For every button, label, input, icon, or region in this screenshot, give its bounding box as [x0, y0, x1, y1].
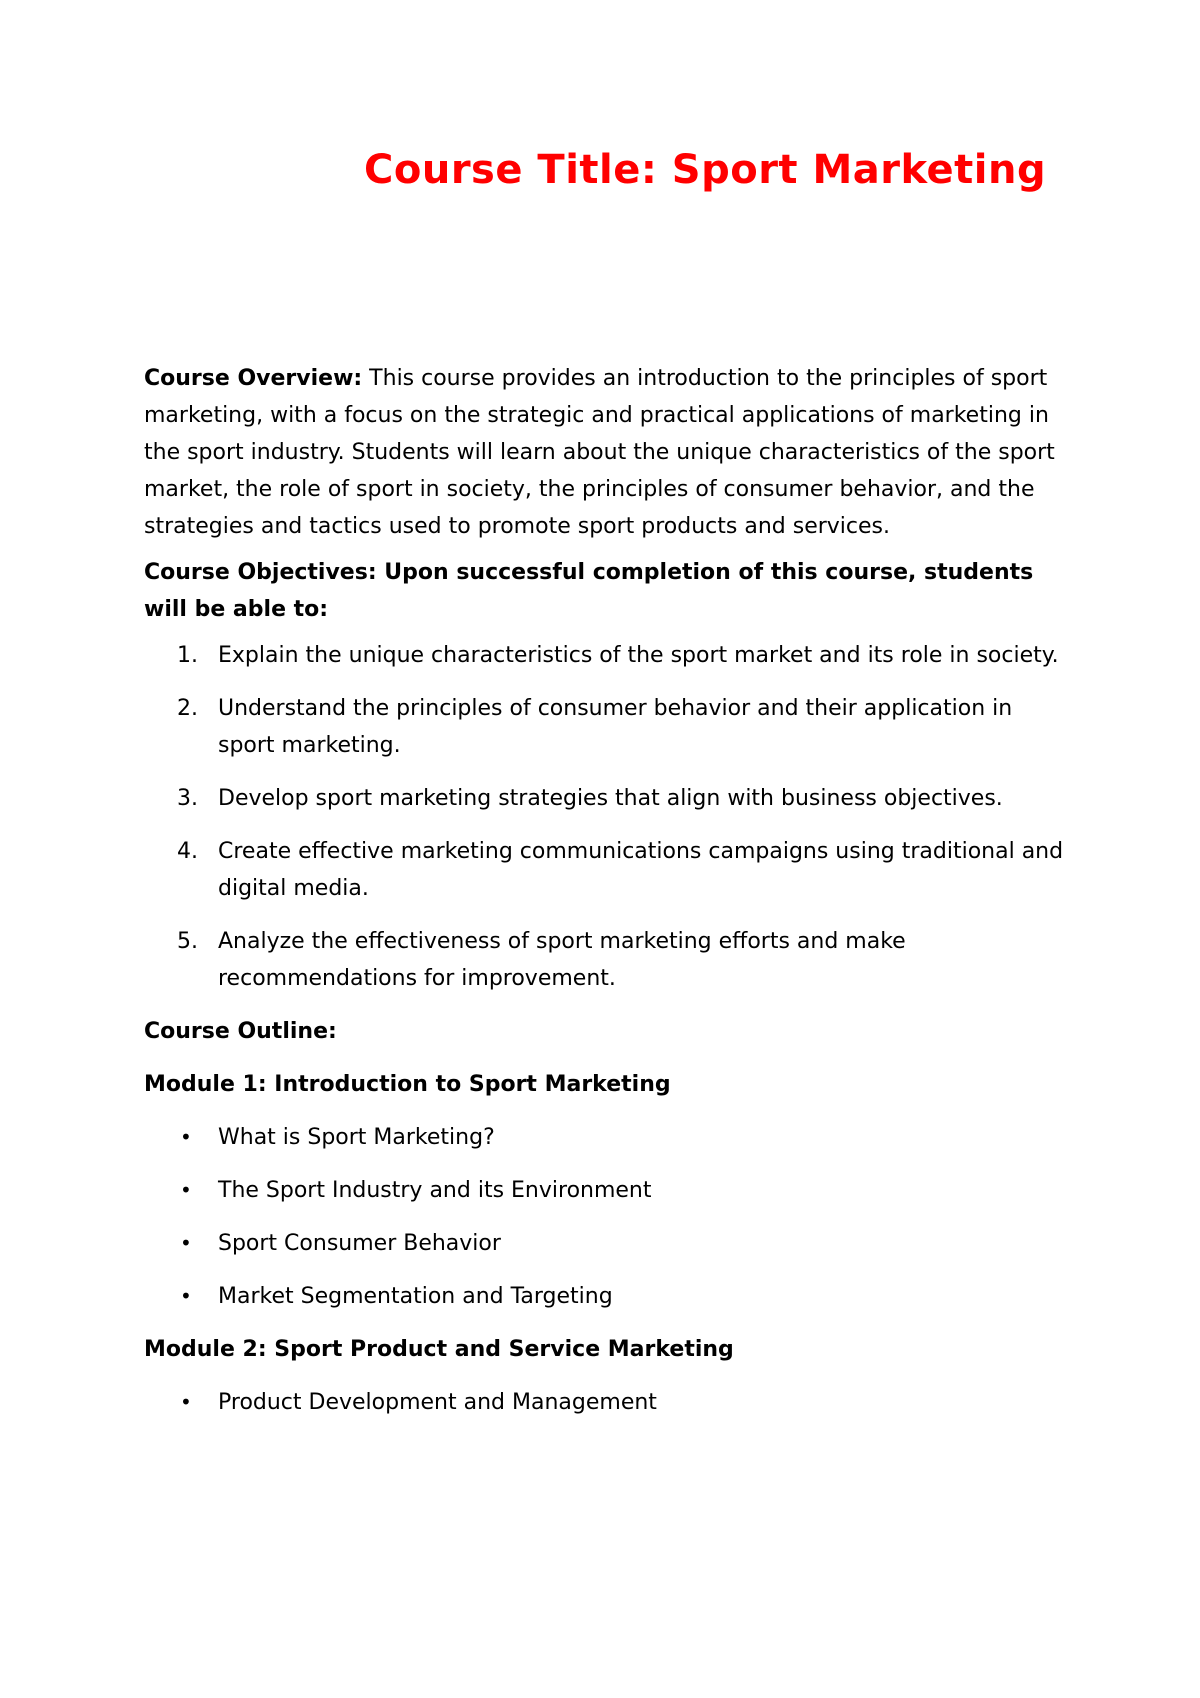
objective-text: Analyze the effectiveness of sport marketing efforts and make recommendations for improvement. [218, 929, 906, 991]
topic-item [144, 1384, 1074, 1421]
module-1-topics [144, 1119, 1074, 1315]
topic-text: Market Segmentation and Targeting [218, 1284, 613, 1309]
course-overview-text: This course provides an introduction to the principles of sport marketing, with a focus on the strategic and practical applications of marketing in the sport industry. Students will learn about the unique characteristics of the sport market, the role of sport in society, the principles of consumer behavior, and the strategies and tactics used to promote sport products and services. [144, 366, 1055, 539]
objective-number: 1. [177, 643, 198, 668]
objective-item [144, 690, 1074, 764]
module-1-heading: Module 1: Introduction to Sport Marketing [144, 1072, 671, 1097]
objective-text: Understand the principles of consumer behavior and their application in sport marketing. [218, 696, 1013, 758]
topic-text: Product Development and Management [218, 1390, 657, 1415]
topic-text: What is Sport Marketing? [218, 1125, 495, 1150]
document-body [144, 360, 1074, 1437]
objective-item [144, 637, 1074, 674]
bullet-icon: • [180, 1125, 192, 1149]
objective-number: 3. [177, 786, 198, 811]
bullet-icon: • [180, 1231, 192, 1255]
objectives-list [144, 637, 1074, 997]
topic-item [144, 1278, 1074, 1315]
objective-number: 2. [177, 696, 198, 721]
objective-item [144, 780, 1074, 817]
objective-number: 5. [177, 929, 198, 954]
module-2-heading: Module 2: Sport Product and Service Marketing [144, 1337, 734, 1362]
objective-text: Explain the unique characteristics of the sport market and its role in society. [218, 643, 1059, 668]
objective-item [144, 923, 1074, 997]
course-objectives-heading: Course Objectives: Upon successful completion of this course, students will be able to: [144, 560, 1034, 622]
topic-item [144, 1225, 1074, 1262]
topic-item [144, 1119, 1074, 1156]
bullet-icon: • [180, 1390, 192, 1414]
course-overview-paragraph [144, 360, 1074, 545]
bullet-icon: • [180, 1178, 192, 1202]
topic-text: Sport Consumer Behavior [218, 1231, 501, 1256]
course-overview-label: Course Overview: [144, 366, 363, 391]
bullet-icon: • [180, 1284, 192, 1308]
topic-text: The Sport Industry and its Environment [218, 1178, 652, 1203]
module-2-topics [144, 1384, 1074, 1421]
topic-item [144, 1172, 1074, 1209]
objective-number: 4. [177, 839, 198, 864]
objective-item [144, 833, 1074, 907]
course-title: Course Title: Sport Marketing [364, 147, 1047, 193]
course-outline-heading: Course Outline: [144, 1019, 337, 1044]
objective-text: Create effective marketing communications campaigns using traditional and digital media. [218, 839, 1064, 901]
objective-text: Develop sport marketing strategies that align with business objectives. [218, 786, 1003, 811]
